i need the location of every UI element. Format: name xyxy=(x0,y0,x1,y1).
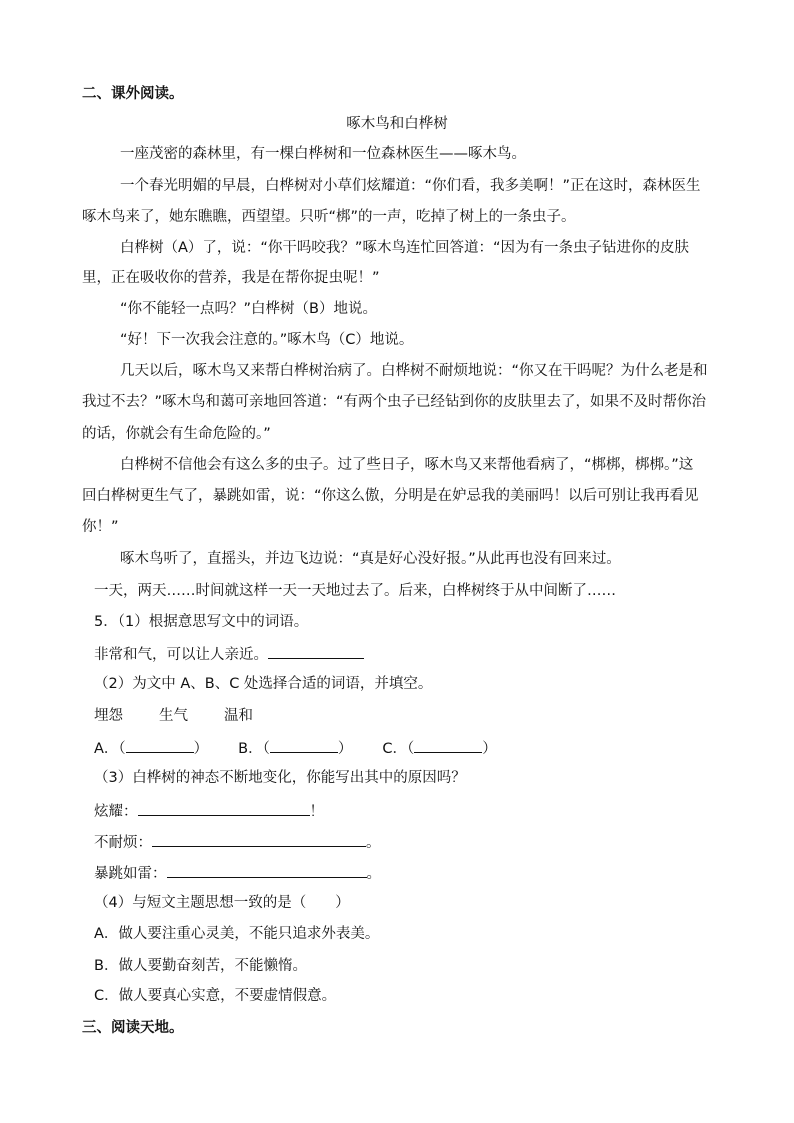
abc-blanks xyxy=(94,737,527,759)
question-3-item: 不耐烦： 。 xyxy=(94,831,381,853)
story-line: 的话，你就会有生命危险的。” xyxy=(82,426,271,442)
section-heading: 二、课外阅读。 xyxy=(82,86,184,102)
story-line: “你不能轻一点吗？”白桦树（B）地说。 xyxy=(120,301,377,317)
answer-blank[interactable] xyxy=(167,862,367,878)
answer-blank[interactable] xyxy=(126,737,194,753)
question-1-prompt xyxy=(94,643,364,665)
option-b[interactable]: B．做人要勤奋刻苦，不能懒惰。 xyxy=(94,958,307,974)
word-choice: 温和 xyxy=(224,708,253,724)
question-3-item: 炫耀： ！ xyxy=(94,800,324,822)
answer-blank[interactable] xyxy=(138,800,310,816)
blank-c: C．（ ） xyxy=(382,737,496,759)
section-heading: 三、阅读天地。 xyxy=(82,1020,184,1036)
blank-a: A．（ ） xyxy=(94,737,208,759)
story-line: 啄木鸟听了，直摇头，并边飞边说：“真是好心没好报。”从此再也没有回来过。 xyxy=(120,551,621,567)
story-line: 我过不去？”啄木鸟和蔼可亲地回答道：“有两个虫子已经钻到你的皮肤里去了，如果不及时帮你治 xyxy=(82,394,707,410)
word-choice: 埋怨 xyxy=(94,708,123,724)
story-line: 一座茂密的森林里，有一棵白桦树和一位森林医生——啄木鸟。 xyxy=(120,146,526,162)
answer-blank[interactable] xyxy=(270,737,338,753)
story-line: 里，正在吸收你的营养，我是在帮你捉虫呢！” xyxy=(82,270,380,286)
prompt-text: 非常和气，可以让人亲近。 xyxy=(94,647,268,663)
story-line: 白桦树不信他会有这么多的虫子。过了些日子，啄木鸟又来帮他看病了，“梆梆，梆梆。”这 xyxy=(120,457,694,473)
question-1: 5．（1）根据意思写文中的词语。 xyxy=(94,614,309,630)
story-line: “好！下一次我会注意的。”啄木鸟（C）地说。 xyxy=(120,332,414,348)
answer-blank[interactable] xyxy=(414,737,482,753)
question-3: （3）白桦树的神态不断地变化，你能写出其中的原因吗？ xyxy=(94,770,466,786)
story-line: 你！” xyxy=(82,519,119,535)
story-line: 一个春光明媚的早晨，白桦树对小草们炫耀道：“你们看，我多美啊！”正在这时，森林医生 xyxy=(120,178,701,194)
story-line: 一天，两天……时间就这样一天一天地过去了。后来，白桦树终于从中间断了…… xyxy=(94,583,616,599)
question-3-item: 暴跳如雷： 。 xyxy=(94,862,381,884)
answer-blank[interactable] xyxy=(152,831,366,847)
story-line: 几天以后，啄木鸟又来帮白桦树治病了。白桦树不耐烦地说：“你又在干吗呢？为什么老是和 xyxy=(120,363,708,379)
story-line: 白桦树（A）了，说：“你干吗咬我？”啄木鸟连忙回答道：“因为有一条虫子钻进你的皮肤 xyxy=(120,240,689,256)
story-title: 啄木鸟和白桦树 xyxy=(346,116,448,132)
option-c[interactable]: C．做人要真心实意，不要虚情假意。 xyxy=(94,988,337,1004)
answer-blank[interactable] xyxy=(268,643,364,659)
question-4: （4）与短文主题思想一致的是（ ） xyxy=(94,895,350,911)
blank-b: B．（ ） xyxy=(238,737,352,759)
story-line: 啄木鸟来了，她东瞧瞧，西望望。只听“梆”的一声，吃掉了树上的一条虫子。 xyxy=(82,209,576,225)
word-choices xyxy=(94,706,289,726)
question-2: （2）为文中 A、B、C 处选择合适的词语，并填空。 xyxy=(94,676,433,692)
option-a[interactable]: A．做人要注重心灵美，不能只追求外表美。 xyxy=(94,926,380,942)
story-line: 回白桦树更生气了，暴跳如雷，说：“你这么傲，分明是在妒忌我的美丽吗！以后可别让我再看见 xyxy=(82,488,699,504)
word-choice: 生气 xyxy=(159,708,188,724)
